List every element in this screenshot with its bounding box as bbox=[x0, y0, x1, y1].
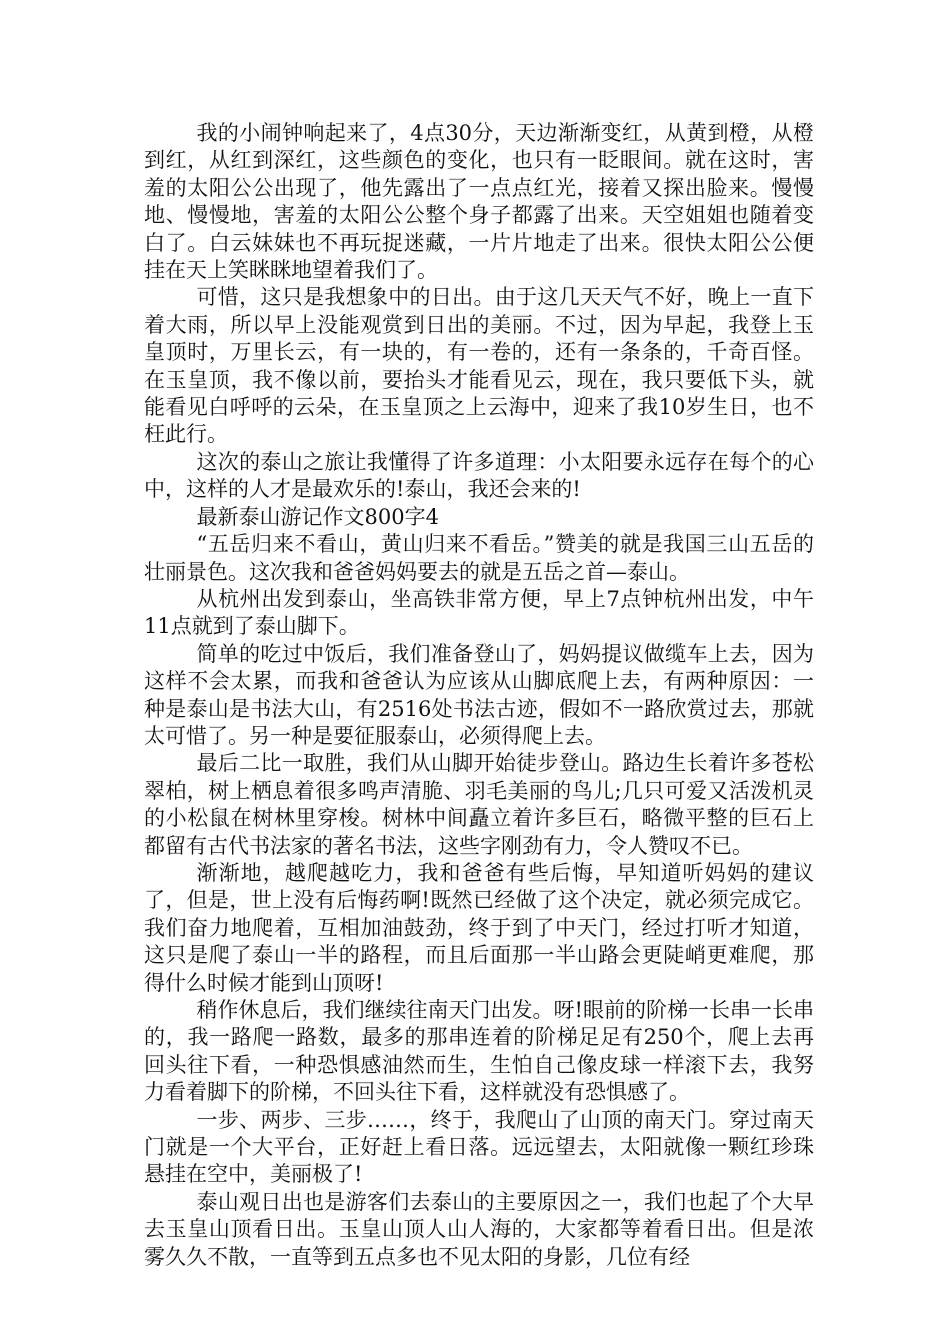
essay-heading: 最新泰山游记作文800字4 bbox=[196, 504, 439, 529]
paragraph-forest-path: 最后二比一取胜，我们从山脚开始徒步登山。路边生长着许多苍松翠柏，树上栖息着很多鸣声清脆、羽毛美丽的鸟儿;几只可爱又活泼机灵的小松鼠在树林里穿梭。树林中间矗立着许多巨石，略微平整的巨石上都留有古代书法家的著名书法，这些字刚劲有力，令人赞叹不已。 bbox=[144, 751, 814, 858]
paragraph-stairs: 稍作休息后，我们继续往南天门出发。呀!眼前的阶梯一长串一长串的，我一路爬一路数，最多的那串连着的阶梯足足有250个，爬上去再回头往下看，一种恐惧感油然而生，生怕自己像皮球一样滚下去，我努力看着脚下的阶梯，不回头往下看，这样就没有恐惧感了。 bbox=[144, 998, 814, 1105]
paragraph-sunrise-imagined: 我的小闹钟响起来了，4点30分，天边渐渐变红，从黄到橙，从橙到红，从红到深红，这些颜色的变化，也只有一眨眼间。就在这时，害羞的太阳公公出现了，他先露出了一点点红光，接着又探出脸来。慢慢地、慢慢地，害羞的太阳公公整个身子都露了出来。天空姐姐也随着变白了。白云妹妹也不再玩捉迷藏，一片片地走了出来。很快太阳公公便挂在天上笑眯眯地望着我们了。 bbox=[144, 121, 814, 283]
paragraph-lesson-learned: 这次的泰山之旅让我懂得了许多道理：小太阳要永远存在每个的心中，这样的人才是最欢乐的!泰山，我还会来的! bbox=[144, 449, 814, 502]
paragraph-climb-decision: 简单的吃过中饭后，我们准备登山了，妈妈提议做缆车上去，因为这样不会太累，而我和爸爸认为应该从山脚底爬上去，有两种原因：一种是泰山是书法大山，有2516处书法古迹，假如不一路欣赏过去，那就太可惜了。另一种是要征服泰山，必须得爬上去。 bbox=[144, 641, 814, 748]
paragraph-travel-by-train: 从杭州出发到泰山，坐高铁非常方便，早上7点钟杭州出发，中午11点就到了泰山脚下。 bbox=[144, 586, 814, 639]
document-body bbox=[144, 120, 814, 1271]
paragraph-midway-gate: 渐渐地，越爬越吃力，我和爸爸有些后悔，早知道听妈妈的建议了，但是，世上没有后悔药啊!既然已经做了这个决定，就必须完成它。我们奋力地爬着，互相加油鼓劲，终于到了中天门，经过打听才知道，这只是爬了泰山一半的路程，而且后面那一半山路会更陡峭更难爬，那得什么时候才能到山顶呀! bbox=[144, 860, 814, 995]
paragraph-five-mountains: “五岳归来不看山，黄山归来不看岳。”赞美的就是我国三山五岳的壮丽景色。这次我和爸爸妈妈要去的就是五岳之首—泰山。 bbox=[144, 532, 814, 584]
paragraph-sunrise-wait: 泰山观日出也是游客们去泰山的主要原因之一，我们也起了个大早去玉皇山顶看日出。玉皇山顶人山人海的，大家都等着看日出。但是浓雾久久不散，一直等到五点多也不见太阳的身影，几位有经 bbox=[144, 1189, 814, 1269]
paragraph-sea-of-clouds: 可惜，这只是我想象中的日出。由于这几天天气不好，晚上一直下着大雨，所以早上没能观赏到日出的美丽。不过，因为早起，我登上玉皇顶时，万里长云，有一块的，有一卷的，还有一条条的，千奇百怪。在玉皇顶，我不像以前，要抬头才能看见云，现在，我只要低下头，就能看见白呼呼的云朵，在玉皇顶之上云海中，迎来了我10岁生日，也不枉此行。 bbox=[144, 285, 814, 447]
paragraph-south-gate-sunset: 一步、两步、三步……，终于，我爬山了山顶的南天门。穿过南天门就是一个大平台，正好赶上看日落。远远望去，太阳就像一颗红珍珠悬挂在空中，美丽极了! bbox=[144, 1107, 814, 1187]
